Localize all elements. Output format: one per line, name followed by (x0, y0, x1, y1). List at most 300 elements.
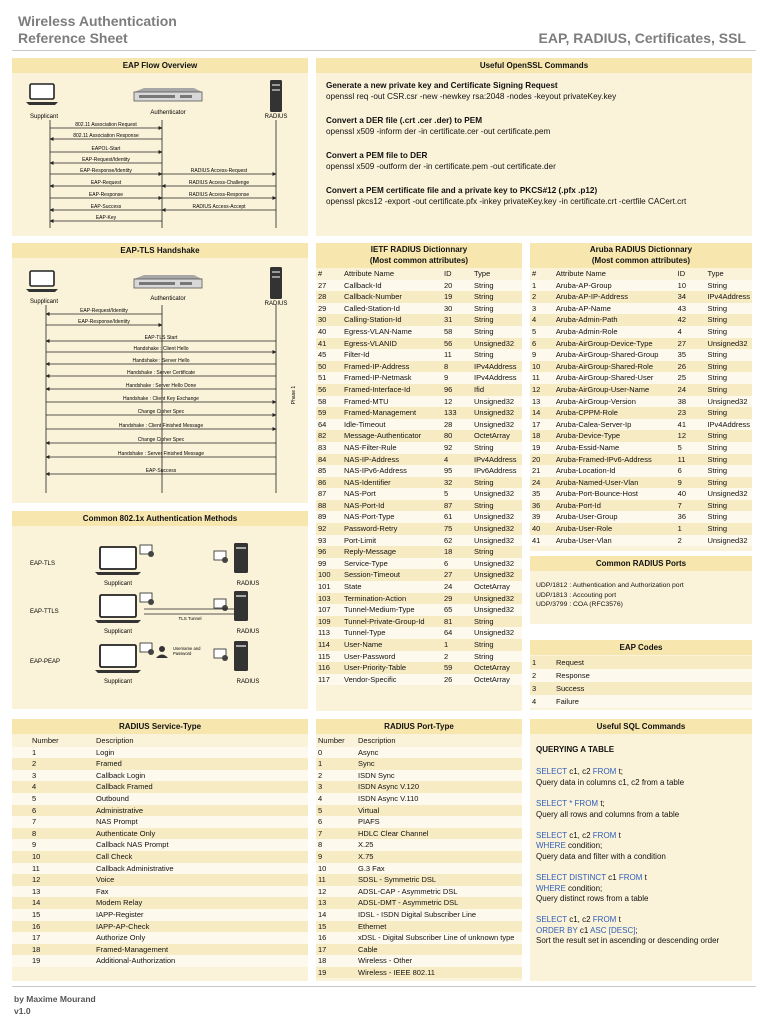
table-row (530, 303, 752, 315)
table-cell: ADSL-DMT - Asymmetric DSL (356, 897, 522, 909)
table-cell: State (342, 581, 442, 593)
table-cell: 1 (530, 280, 554, 292)
table-cell: 87 (316, 488, 342, 500)
table-cell: 51 (316, 372, 342, 384)
column-header: # (318, 269, 323, 278)
table-row (530, 656, 752, 669)
openssl-title: Useful OpenSSL Commands (316, 58, 752, 73)
table-cell: 31 (442, 314, 472, 326)
sql-block (536, 873, 719, 904)
method-radius-label: RADIUS (236, 581, 260, 587)
table-cell: User-Password (342, 651, 442, 663)
table-row (316, 442, 522, 454)
table-cell: Aruba-AirGroup-Device-Type (554, 338, 676, 350)
table-cell: 80 (442, 430, 472, 442)
table-cell: 19 (442, 291, 472, 303)
tls-msg-label: Handshake : Server Hello (132, 358, 190, 364)
user-icon (156, 646, 168, 658)
server-icon (234, 591, 248, 621)
table-cell: Unsigned32 (472, 604, 522, 616)
table-cell: String (472, 500, 522, 512)
table-cell: 1 (442, 639, 472, 651)
table-cell: 88 (316, 500, 342, 512)
sql-panel (530, 719, 752, 981)
table-row (530, 535, 752, 547)
table-cell: 5 (676, 442, 706, 454)
table-cell: 19 (316, 967, 356, 979)
table-row (12, 886, 308, 898)
table-cell: NAS-Port-Type (342, 511, 442, 523)
sql-text: c1, c2 (566, 767, 593, 777)
openssl-item (326, 115, 686, 137)
version: v1.0 (14, 1006, 31, 1016)
column-header: Description (358, 736, 396, 745)
table-cell: 24 (530, 477, 554, 489)
table-row (530, 372, 752, 384)
method-label: EAP-PEAP (30, 659, 61, 665)
tls-msg-label: EAP-TLS Start (144, 335, 178, 341)
table-cell: Aruba-AirGroup-Shared-User (554, 372, 676, 384)
table-cell: 18 (442, 546, 472, 558)
table-cell: String (705, 372, 752, 384)
eap-flow-radius-msg-label: RADIUS Access-Challenge (188, 180, 250, 186)
table-cell: Aruba-Port-Bounce-Host (554, 488, 676, 500)
table-cell: Reply-Message (342, 546, 442, 558)
table-row (316, 303, 522, 315)
table-cell: 95 (442, 465, 472, 477)
table-row (316, 581, 522, 593)
openssl-item (326, 80, 686, 102)
table-row (12, 781, 308, 793)
table-cell: 12 (316, 886, 356, 898)
table-cell: 20 (442, 280, 472, 292)
table-row (316, 569, 522, 581)
openssl-desc: Convert a PEM certificate file and a private key to PKCS#12 (.pfx .p12) (326, 186, 598, 195)
sql-text: t (642, 873, 647, 883)
table-cell: Called-Station-Id (342, 303, 442, 315)
tls-msg-label: EAP-Success (145, 468, 177, 474)
table-cell: Aruba-Port-Id (554, 500, 676, 512)
port-line: UDP/1813 : Accouting port (536, 591, 617, 599)
table-cell: xDSL - Digital Subscriber Line of unknown type (356, 932, 522, 944)
table-cell: 58 (316, 396, 342, 408)
table-row (316, 314, 522, 326)
table-cell: String (705, 280, 752, 292)
table-cell: 14 (530, 407, 554, 419)
table-cell: 115 (316, 651, 342, 663)
table-cell: Voice (94, 874, 308, 886)
table-cell: 17 (316, 944, 356, 956)
sql-desc: Query data and filter with a condition (536, 851, 666, 861)
sql-keyword: WHERE (536, 883, 566, 893)
table-row (316, 465, 522, 477)
table-row (530, 669, 752, 682)
table-cell: 10 (12, 851, 94, 863)
table-cell: 40 (316, 326, 342, 338)
table-row (530, 682, 752, 695)
table-row (316, 909, 522, 921)
sql-text: c1 (605, 873, 619, 883)
table-cell: 9 (12, 839, 94, 851)
methods-panel (12, 511, 308, 709)
table-row (316, 839, 522, 851)
sheet-subtitle: EAP, RADIUS, Certificates, SSL (538, 30, 746, 46)
table-cell: Aruba-AirGroup-Shared-Group (554, 349, 676, 361)
sql-keyword: ORDER BY (536, 925, 578, 935)
table-cell: 114 (316, 639, 342, 651)
table-cell: 14 (12, 897, 94, 909)
table-cell: 9 (442, 372, 472, 384)
table-cell: IPv4Address (472, 372, 522, 384)
table-cell: NAS-Port-Id (342, 500, 442, 512)
table-cell: Unsigned32 (705, 396, 752, 408)
eap-tls-title: EAP-TLS Handshake (12, 243, 308, 258)
table-cell: 2 (316, 770, 356, 782)
method-supplicant-label: Supplicant (103, 629, 133, 635)
table-row (12, 851, 308, 863)
tls-msg-label: Handshake : Server Finished Message (117, 451, 205, 457)
table-cell: 9 (530, 349, 554, 361)
table-cell: 38 (676, 396, 706, 408)
table-cell: 1 (676, 523, 706, 535)
table-cell: String (472, 314, 522, 326)
table-cell: 34 (676, 291, 706, 303)
table-row (316, 361, 522, 373)
table-cell: 6 (676, 465, 706, 477)
table-cell: 19 (530, 442, 554, 454)
table-cell: 64 (442, 627, 472, 639)
table-cell: Unsigned32 (472, 535, 522, 547)
table-cell: 93 (316, 535, 342, 547)
table-cell: Aruba-AP-IP-Address (554, 291, 676, 303)
table-cell: 35 (676, 349, 706, 361)
eap-flow-radius-msg-label: RADIUS Access-Response (188, 192, 250, 198)
sql-desc: Query data in columns c1, c2 from a table (536, 777, 685, 787)
table-cell: Session-Timeout (342, 569, 442, 581)
table-cell: Aruba-AirGroup-Shared-Role (554, 361, 676, 373)
table-cell: String (472, 326, 522, 338)
table-row (316, 500, 522, 512)
table-row (316, 944, 522, 956)
eap-codes-title: EAP Codes (530, 640, 752, 655)
table-cell: 5 (442, 488, 472, 500)
table-cell: PIAFS (356, 816, 522, 828)
table-cell: 13 (12, 886, 94, 898)
table-row (530, 430, 752, 442)
table-row (530, 488, 752, 500)
table-cell: Password-Retry (342, 523, 442, 535)
table-row (12, 828, 308, 840)
table-cell: 5 (12, 793, 94, 805)
table-cell: 113 (316, 627, 342, 639)
table-cell: 16 (12, 921, 94, 933)
table-row (530, 314, 752, 326)
table-cell: SDSL - Symmetric DSL (356, 874, 522, 886)
table-row (316, 291, 522, 303)
eap-flow-msg-label: EAP-Request/Identity (82, 157, 130, 163)
table-cell: ISDN Async V.120 (356, 781, 522, 793)
table-cell: 39 (530, 511, 554, 523)
eap-flow-diagram (12, 58, 308, 236)
switch-icon (134, 275, 202, 288)
table-cell: Framed-MTU (342, 396, 442, 408)
table-cell: 1 (530, 656, 554, 669)
table-row (316, 955, 522, 967)
table-cell: ADSL-CAP - Asymmetric DSL (356, 886, 522, 898)
tls-msg-label: Change Cipher Spec (137, 437, 185, 443)
table-cell: Framed-Management (342, 407, 442, 419)
method-label: EAP-TTLS (30, 609, 59, 615)
table-cell: 62 (442, 535, 472, 547)
openssl-cmd: openssl req -out CSR.csr -new -newkey rsa:2048 -nodes -keyout privateKey.key (326, 92, 617, 101)
table-row (530, 500, 752, 512)
table-cell: Callback Login (94, 770, 308, 782)
table-cell: String (472, 349, 522, 361)
table-cell: Wireless - Other (356, 955, 522, 967)
tls-msg-label: EAP-Response/Identity (78, 319, 130, 325)
table-cell: 85 (316, 465, 342, 477)
table-cell: Tunnel-Private-Group-Id (342, 616, 442, 628)
table-cell: 12 (12, 874, 94, 886)
table-cell: ISDN Sync (356, 770, 522, 782)
openssl-item (326, 150, 686, 172)
table-cell: Administrative (94, 805, 308, 817)
certificate-icon (140, 643, 154, 655)
table-cell: 92 (442, 442, 472, 454)
server-icon (234, 641, 248, 671)
table-cell: Service-Type (342, 558, 442, 570)
table-cell: 10 (676, 280, 706, 292)
openssl-desc: Convert a PEM file to DER (326, 151, 428, 160)
table-cell: IPv4Address (472, 361, 522, 373)
table-cell: String (472, 280, 522, 292)
table-cell: 15 (12, 909, 94, 921)
aruba-title-line1: Aruba RADIUS Dictionnary (589, 245, 693, 254)
table-cell: Unsigned32 (472, 396, 522, 408)
port-type-table (316, 735, 522, 978)
table-cell: String (705, 454, 752, 466)
table-cell: Framed-Interface-Id (342, 384, 442, 396)
table-cell: Idle-Timeout (342, 419, 442, 431)
table-cell: 12 (442, 396, 472, 408)
column-header: Description (96, 736, 134, 745)
table-cell: 65 (442, 604, 472, 616)
ports-panel (530, 556, 752, 624)
table-row (316, 897, 522, 909)
table-cell: Callback Framed (94, 781, 308, 793)
header-row (316, 268, 522, 280)
table-cell: 81 (442, 616, 472, 628)
ietf-title (316, 243, 522, 268)
table-row (12, 805, 308, 817)
table-cell: 17 (530, 419, 554, 431)
table-cell: String (705, 303, 752, 315)
switch-icon (134, 88, 202, 101)
table-cell: Callback-Number (342, 291, 442, 303)
tls-msg-label: EAP-Request/Identity (80, 308, 128, 314)
sql-keyword: FROM (592, 915, 617, 925)
table-row (316, 488, 522, 500)
table-cell: 133 (442, 407, 472, 419)
table-cell: Callback-Id (342, 280, 442, 292)
table-cell: Framed-IP-Netmask (342, 372, 442, 384)
table-cell: 89 (316, 511, 342, 523)
table-cell: 4 (12, 781, 94, 793)
table-cell: 2 (530, 291, 554, 303)
table-cell: String (705, 407, 752, 419)
sheet-title (18, 13, 177, 47)
sql-desc: Sort the result set in ascending or descending order (536, 936, 720, 946)
sql-title: Useful SQL Commands (530, 719, 752, 734)
table-row (316, 430, 522, 442)
eap-tls-supplicant-label: Supplicant (29, 299, 59, 305)
table-cell: Tunnel-Medium-Type (342, 604, 442, 616)
table-cell: 75 (442, 523, 472, 535)
table-cell: 35 (530, 488, 554, 500)
table-cell: Wireless - IEEE 802.11 (356, 967, 522, 979)
table-cell: 101 (316, 581, 342, 593)
sql-keyword: FROM (592, 831, 617, 841)
table-cell: Aruba-Calea-Server-Ip (554, 419, 676, 431)
eap-codes-table (530, 656, 752, 708)
table-row (316, 828, 522, 840)
table-row (316, 816, 522, 828)
server-icon (234, 543, 248, 573)
table-cell: 36 (676, 511, 706, 523)
table-row (316, 419, 522, 431)
sql-block (536, 831, 719, 862)
table-row (530, 442, 752, 454)
table-cell: 2 (442, 651, 472, 663)
table-cell: 29 (316, 303, 342, 315)
table-cell: 40 (676, 488, 706, 500)
sql-block (536, 767, 719, 788)
sql-text: condition; (565, 883, 603, 893)
table-cell: Response (554, 669, 752, 682)
table-row (530, 419, 752, 431)
sql-text: condition; (565, 841, 603, 851)
tunnel-label: TLS Tunnel (178, 616, 202, 621)
table-cell: 19 (12, 955, 94, 967)
table-row (316, 477, 522, 489)
openssl-panel (316, 58, 752, 236)
table-cell: Aruba-Essid-Name (554, 442, 676, 454)
header-divider (12, 50, 756, 51)
table-cell: String (705, 314, 752, 326)
table-cell: Unsigned32 (472, 407, 522, 419)
table-cell: String (705, 523, 752, 535)
table-cell: Aruba-AP-Group (554, 280, 676, 292)
table-cell: Aruba-Admin-Role (554, 326, 676, 338)
table-cell: Aruba-CPPM-Role (554, 407, 676, 419)
table-cell: 28 (442, 419, 472, 431)
table-cell: Callback Administrative (94, 863, 308, 875)
eap-flow-msg-label: EAPOL-Start (91, 146, 121, 152)
table-cell: String (705, 430, 752, 442)
table-row (316, 793, 522, 805)
table-row (530, 361, 752, 373)
sql-text: ; (635, 925, 638, 935)
table-cell: 0 (316, 747, 356, 759)
table-row (12, 874, 308, 886)
header-row (12, 735, 308, 747)
table-cell: Aruba-Location-Id (554, 465, 676, 477)
sql-keyword: ASC [DESC] (590, 925, 636, 935)
table-row (316, 863, 522, 875)
table-cell: Virtual (356, 805, 522, 817)
header-row (530, 268, 752, 280)
eap-tls-radius-label: RADIUS (264, 301, 288, 307)
table-cell: 92 (316, 523, 342, 535)
table-cell: Fax (94, 886, 308, 898)
table-row (316, 886, 522, 898)
table-cell: Message-Authenticator (342, 430, 442, 442)
method-label: EAP-TLS (30, 561, 56, 567)
eap-codes-panel (530, 640, 752, 710)
table-cell: Framed (94, 758, 308, 770)
table-row (316, 851, 522, 863)
table-cell: Unsigned32 (472, 558, 522, 570)
table-row (530, 454, 752, 466)
table-cell: Authenticate Only (94, 828, 308, 840)
table-cell: 11 (316, 874, 356, 886)
table-cell: 5 (530, 326, 554, 338)
table-cell: IPv4Address (707, 292, 750, 302)
table-cell: 6 (442, 558, 472, 570)
certificate-icon (214, 649, 228, 661)
table-cell: String (472, 616, 522, 628)
port-type-panel (316, 719, 522, 981)
service-type-title: RADIUS Service-Type (12, 719, 308, 734)
credentials-label: Username and Password (173, 646, 201, 656)
table-cell: Egress-VLANID (342, 338, 442, 350)
method-supplicant-label: Supplicant (103, 581, 133, 587)
eap-flow-msg-label: EAP-Request (90, 180, 122, 186)
table-cell: 117 (316, 674, 342, 686)
table-cell: Aruba-User-Vlan (554, 535, 676, 547)
eap-flow-radius-msg-label: RADIUS Access-Request (190, 168, 248, 174)
table-cell: 11 (442, 349, 472, 361)
laptop-icon (26, 84, 58, 105)
table-cell: 14 (316, 909, 356, 921)
column-header: Attribute Name (344, 269, 395, 278)
table-cell: Aruba-User-Group (554, 511, 676, 523)
sql-text: c1, c2 (566, 831, 593, 841)
table-cell: Aruba-AirGroup-User-Name (554, 384, 676, 396)
eap-flow-msg-label: 802.11 Association Response (73, 133, 139, 139)
table-cell: Request (554, 656, 752, 669)
table-cell: Unsigned32 (472, 419, 522, 431)
sql-code-line (536, 873, 719, 883)
eap-tls-panel (12, 243, 308, 503)
eap-flow-radius-msg-label: RADIUS Access-Accept (192, 204, 246, 210)
table-cell: String (472, 303, 522, 315)
table-cell: 25 (676, 372, 706, 384)
table-cell: 8 (12, 828, 94, 840)
openssl-cmd: openssl x509 -inform der -in certificate.cer -out certificate.pem (326, 127, 551, 136)
table-row (12, 944, 308, 956)
table-row (12, 955, 308, 967)
table-cell: 40 (530, 523, 554, 535)
table-row (530, 338, 752, 350)
column-header: Number (318, 736, 345, 745)
sql-code-line (536, 841, 719, 851)
table-cell: 20 (530, 454, 554, 466)
table-row (12, 816, 308, 828)
table-cell: IDSL - ISDN Digital Subscriber Line (356, 909, 522, 921)
column-header: ID (444, 269, 452, 278)
sql-text: t (616, 915, 621, 925)
